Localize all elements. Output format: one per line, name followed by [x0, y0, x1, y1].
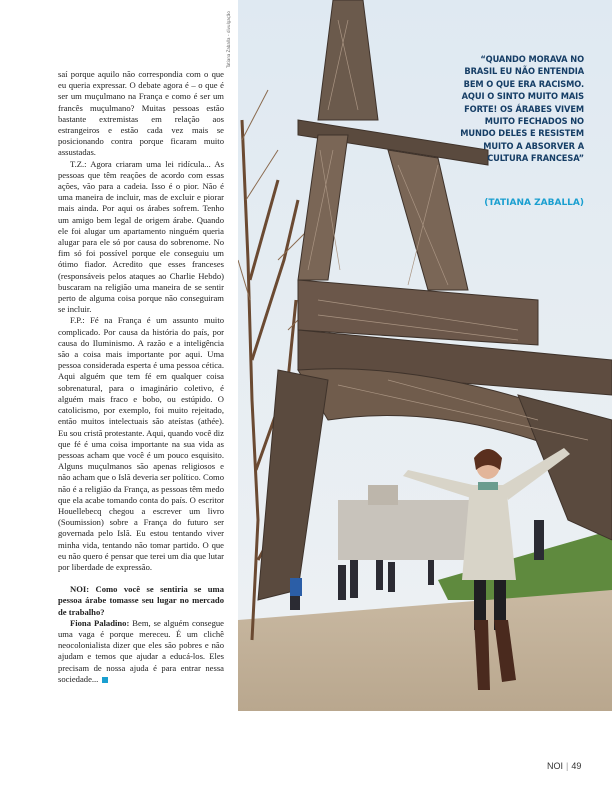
pull-quote: “QUANDO MORAVA NO BRASIL EU NÃO ENTENDIA BEM O QUE ERA RACISMO. AQUI O SINTO MUITO MAIS FORTE! OS ÁRABES VIVEM MUITO FECHADOS NO MUNDO DELES E RESISTEM MUITO A ABSORVER A CULTURA FRANCESA”: [460, 54, 584, 165]
photo-credit: Tatiana Zaballa – divulgação: [226, 11, 231, 68]
paragraph-intro: saí porque aquilo não correspondia com o que eu queria expressar. O debate agora é – o que é ser um muçulmano na França e como é ser um francês muçulmano? Muitas pessoas estão bastante extremistas em relação aos estrangeiros e estão cada vez mais se posicionando contra porque ficaram muito assustadas.: [58, 69, 224, 158]
page-folio: [547, 761, 581, 771]
magazine-name: NOI: [547, 761, 564, 771]
end-mark-icon: [102, 677, 108, 683]
folio-separator: |: [566, 761, 569, 771]
page-number: 49: [571, 761, 582, 771]
question-noi: NOI: Como você se sentiria se uma pessoa árabe tomasse seu lugar no mercado de trabalho?: [58, 584, 224, 617]
paragraph-fiona: Fiona Paladino: Bem, se alguém consegue uma vaga é porque mereceu. É um clichê neocolonialista dizer que eles são pobres e não ajudam e temos que ajudar a educá-los. Eles precisam de nossa ajuda é para entrar nessa sociedade...: [58, 617, 224, 684]
paragraph-tz: T.Z.: Agora criaram uma lei ridícula... As pessoas que têm reações de acordo com essas ações, vão para a cadeia. Isso é o pior. Não é uma maneira de incluir, mas de excluir e piorar mais ainda. Por aqui os árabes sofrem. Tenho um amigo bem legal de origem árabe. Quando ele foi alugar um apartamento ninguém queria alugar para ele só por causa do sobrenome. No fim só foi possível porque ele conseguiu um ótimo fiador. Acredito que esses franceses (responsáveis pelos ataques ao Charlie Hebdo) buscaram na religião uma maneira de se sentir perto de alguma coisa porque não conseguiram se incluir.: [58, 158, 224, 315]
paragraph-fp: F.P.: Fé na França é um assunto muito complicado. Por causa da história do país, por causa do Iluminismo. A razão e a inteligência são a coisa mais importante por aqui. Uma pessoa considerada esperta é uma pessoa cética. Aqui alguém que tem fé em qualquer coisa sobrenatural, para o imaginário coletivo, é alguém mais fraco e bobo, ou estúpido. O catolicismo, por exemplo, foi muito rejeitado, então muitos intelectuais são ateístas (athée). Eu sou cristã protestante. Aqui, quando você diz que fé é uma coisa importante na sua vida as pessoas acham que você é um pouco esquisito. Alguns muçulmanos são apenas religiosos e não acham que o Islã deveria ser político. Como não é a religião da França, as pessoas têm medo que ela acabe tomando conta do país. O escritor Houellebecq chegou a escrever um livro (Soumission) sobre a França do futuro ser governada pelo Islã. Eu estou tentando viver minha vida, tentando não tomar partido. O que eu não quero é pensar que terei um dia que lutar por liberdade de expressão.: [58, 315, 224, 572]
article-column: [58, 69, 224, 685]
pull-quote-author: (TATIANA ZABALLA): [484, 198, 584, 208]
